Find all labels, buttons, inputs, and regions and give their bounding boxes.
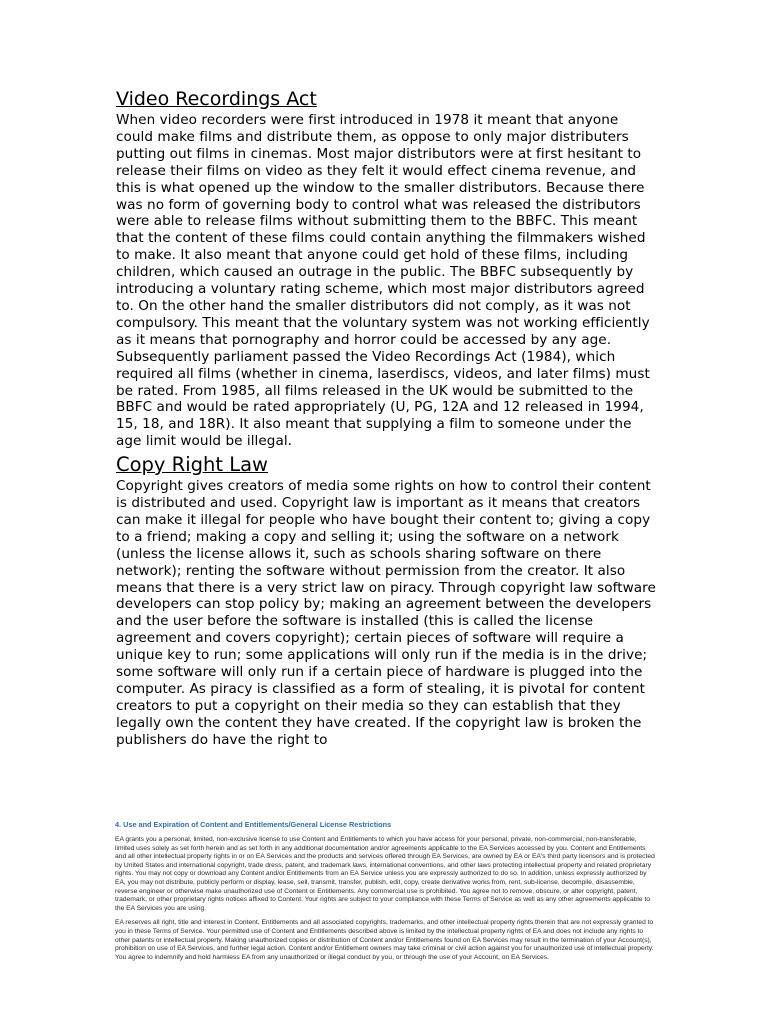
copy-right-law-paragraph: Copyright gives creators of media some rights on how to control their content is distributed and used. Copyright law is important as it means that creators can make it illegal for people who have bought their content to; giving a copy to a friend; making a copy and selling it; using the software on a network (unless the license allows it, such as schools sharing software on there network); renting the software without permission from the creator. It also means that there is a very strict law on piracy. Through copyright law software developers can stop policy by; making an agreement between the developers and the user before the software is installed (this is called the license agreement and covers copyright); certain pieces of software will require a unique key to run; some applications will only run if the media is in the drive; some software will only run if a certain piece of hardware is plugged into the computer. As piracy is classified as a form of stealing, it is pivotal for content creators to put a copyright on their media so they can establish that they legally own the content they have created. If the copyright law is broken the publishers do have the right to [116, 478, 656, 748]
license-terms-paragraph-1: EA grants you a personal, limited, non-exclusive license to use Content and Entitlements to which you have access for your personal, private, non-commercial, non-transferable, limited uses solely as set forth herein and as set forth in any additional documentation and/or agreements applicable to the EA Services accessed by you. Content and Entitlements and all other intellectual property rights in or on EA Services and the products and services offered through EA Services, are owned by EA or EA's third party licensors and is protected by United States and international copyright, trade dress, patent, and trademark laws, international conventions, and other laws protecting intellectual property and related proprietary rights. You may not copy or download any Content and/or Entitlements from an EA Service unless you are expressly authorized to do so. In addition, unless expressly authorized by EA, you may not distribute, publicly perform or display, lease, sell, transmit, transfer, publish, edit, copy, create derivative works from, rent, sub-license, decompile, disassemble, reverse engineer or otherwise make unauthorized use of Content or Entitlements. Any commercial use is prohibited. You agree not to remove, obscure, or alter copyright, patent, trademark, or other proprietary rights notices affixed to Content. Your rights are subject to your compliance with these Terms of Service as well as any other agreements applicable to the EA Services you are using. [115, 836, 655, 912]
license-terms-title: 4. Use and Expiration of Content and Entitlements/General License Restrictions [115, 820, 392, 829]
video-recordings-act-paragraph: When video recorders were first introduced in 1978 it meant that anyone could make films and distribute them, as oppose to only major distributers putting out films in cinemas. Most major distributors were at first hesitant to release their films on video as they felt it would effect cinema revenue, and this is what opened up the window to the smaller distributors. Because there was no form of governing body to control what was released the distributors were able to release films without submitting them to the BBFC. This meant that the content of these films could contain anything the filmmakers wished to make. It also meant that anyone could get hold of these films, including children, which caused an outrage in the public. The BBFC subsequently by introducing a voluntary rating scheme, which most major distributors agreed to. On the other hand the smaller distributors did not comply, as it was not compulsory. This meant that the voluntary system was not working efficiently as it means that pornography and horror could be accessed by any age. Subsequently parliament passed the Video Recordings Act (1984), which required all films (whether in cinema, laserdiscs, videos, and later films) must be rated. From 1985, all films released in the UK would be submitted to the BBFC and would be rated appropriately (U, PG, 12A and 12 released in 1994, 15, 18, and 18R). It also meant that supplying a film to someone under the age limit would be illegal. [116, 112, 650, 450]
video-recordings-act-heading: Video Recordings Act [116, 88, 317, 110]
copy-right-law-heading: Copy Right Law [116, 453, 268, 477]
document-content [116, 86, 656, 776]
copy-right-law-body [116, 478, 656, 776]
license-terms-paragraph-2: EA reserves all right, title and interest in Content, Entitlements and all associated copyrights, trademarks, and other intellectual property rights therein that are not expressly granted to you in these Terms of Service. Your permitted use of Content and Entitlements described above is limited by the intellectual property rights of EA and does not include any rights to other patents or intellectual property. Making unauthorized copies or distribution of Content and/or Entitlements found on EA Services may result in the termination of your Account(s), prohibition on use of EA Services, and further legal action. Content and/or Entitlement owners may take criminal or civil action against you for unauthorized use of intellectual property. You agree to indemnify and hold harmless EA from any unauthorized or illegal conduct by you, or through the use of your Account, on EA Services. [115, 919, 654, 961]
license-terms-image [113, 820, 658, 998]
